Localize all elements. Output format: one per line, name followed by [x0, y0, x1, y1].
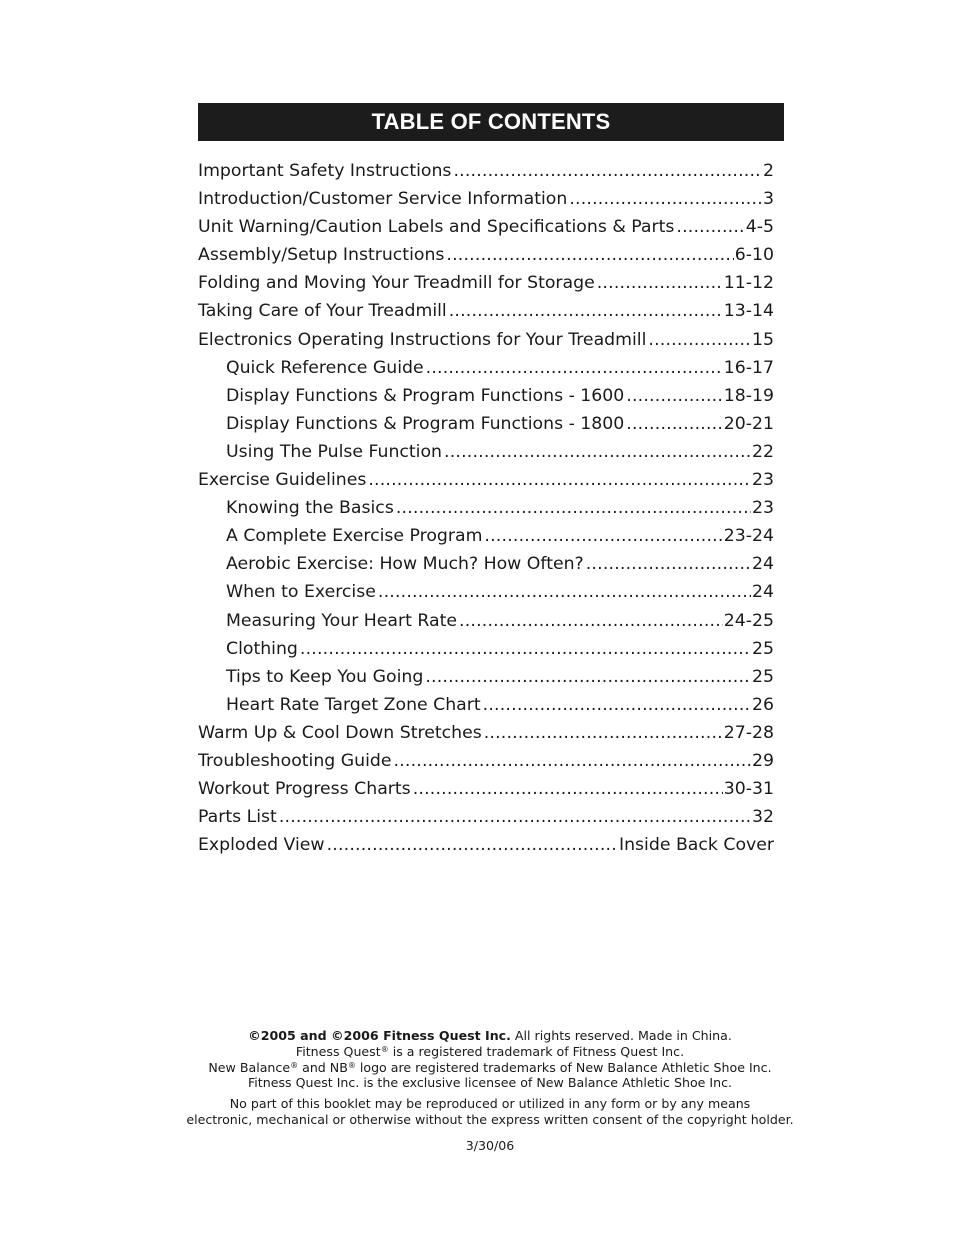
toc-entry: [198, 807, 774, 835]
dot-leader: [648, 330, 751, 350]
toc-entry: [198, 526, 774, 554]
toc-entry-page: 6-10: [734, 245, 774, 266]
toc-entry-title: Parts List: [198, 807, 277, 828]
nb-trademark-line: [0, 1060, 954, 1076]
toc-entry: [198, 358, 774, 386]
toc-entry: [198, 723, 774, 751]
toc-entry-page: 18-19: [723, 385, 774, 406]
toc-entry-title: Exercise Guidelines: [198, 470, 367, 491]
toc-entry: [198, 639, 774, 667]
dot-leader: [368, 470, 751, 490]
toc-entry: [198, 189, 774, 217]
toc-entry-title: Display Functions & Program Functions - 1800: [226, 413, 625, 434]
dot-leader: [426, 358, 723, 378]
toc-entry-title: Aerobic Exercise: How Much? How Often?: [226, 554, 584, 575]
dot-leader: [446, 245, 733, 265]
dot-leader: [394, 751, 751, 771]
toc-entry: [198, 554, 774, 582]
dot-leader: [378, 582, 751, 602]
trademark-line: [0, 1044, 954, 1060]
toc-entry: [198, 498, 774, 526]
dot-leader: [676, 217, 744, 237]
toc-entry-page: 13-14: [723, 301, 774, 322]
toc-entry-title: Important Safety Instructions: [198, 161, 452, 181]
toc-entry-page: 32: [752, 807, 774, 828]
toc-entry-page: Inside Back Cover: [619, 835, 774, 856]
toc-entry-page: 30-31: [723, 779, 774, 800]
dot-leader: [300, 639, 751, 659]
trademark-text: is a registered trademark of Fitness Quest Inc.: [388, 1043, 685, 1059]
toc-entry-title: Unit Warning/Caution Labels and Specifications & Parts: [198, 217, 675, 238]
toc-entry-title: A Complete Exercise Program: [226, 526, 483, 547]
registered-mark: ®: [380, 1044, 389, 1054]
dot-leader: [484, 526, 722, 546]
toc-entry: [198, 611, 774, 639]
toc-entry-title: Introduction/Customer Service Information: [198, 189, 568, 210]
registered-mark: ®: [290, 1060, 299, 1070]
dot-leader: [396, 498, 751, 518]
toc-entry-page: 29: [752, 750, 774, 771]
toc-entry: [198, 751, 774, 779]
toc-entry-page: 11-12: [723, 273, 774, 294]
nb-trademark-text: logo are registered trademarks of New Balance Athletic Shoe Inc.: [355, 1059, 772, 1075]
toc-entry: [198, 470, 774, 498]
dot-leader: [459, 611, 723, 631]
rights-line-1: No part of this booklet may be reproduced or utilized in any form or by any means: [229, 1096, 751, 1112]
toc-entry: [198, 217, 774, 245]
dot-leader: [597, 273, 723, 293]
toc-entry-title: Assembly/Setup Instructions: [198, 245, 445, 266]
toc-entry: [198, 330, 774, 358]
toc-entry: [198, 273, 774, 301]
toc-entry-title: Knowing the Basics: [226, 498, 394, 519]
toc-entry: [198, 779, 774, 807]
trademark-name: Fitness Quest: [295, 1043, 381, 1059]
nb-name: New Balance: [208, 1059, 291, 1075]
toc-entry-title: Warm Up & Cool Down Stretches: [198, 722, 482, 743]
dot-leader: [327, 835, 618, 855]
toc-entry-page: 25: [752, 666, 774, 687]
toc-entry-page: 23-24: [723, 526, 774, 547]
copyright-line: [0, 1028, 954, 1044]
licensee-line: Fitness Quest Inc. is the exclusive licensee of New Balance Athletic Shoe Inc.: [247, 1075, 733, 1091]
toc-entry-title: Heart Rate Target Zone Chart: [226, 694, 481, 715]
toc-entry-title: Folding and Moving Your Treadmill for Storage: [198, 273, 595, 294]
toc-entry-page: 3: [763, 189, 774, 210]
toc-entry-title: Quick Reference Guide: [226, 357, 424, 378]
toc-entry-title: Using The Pulse Function: [226, 441, 443, 462]
table-of-contents: [198, 161, 774, 863]
dot-leader: [586, 554, 751, 574]
toc-entry: [198, 667, 774, 695]
dot-leader: [626, 414, 723, 434]
footer: [0, 1028, 954, 1154]
dot-leader: [425, 667, 751, 687]
revision-date: 3/30/06: [465, 1137, 515, 1153]
dot-leader: [569, 189, 762, 209]
registered-mark: ®: [347, 1060, 356, 1070]
toc-entry-title: Measuring Your Heart Rate: [226, 610, 458, 631]
copyright-rest: All rights reserved. Made in China.: [510, 1028, 732, 1043]
toc-entry-page: 2: [763, 161, 774, 181]
dot-leader: [449, 301, 723, 321]
toc-entry: [198, 386, 774, 414]
dot-leader: [484, 723, 723, 743]
dot-leader: [626, 386, 723, 406]
toc-entry: [198, 582, 774, 610]
toc-entry-page: 24: [752, 582, 774, 603]
toc-entry: [198, 301, 774, 329]
toc-entry-title: Exploded View: [198, 835, 325, 856]
toc-entry-title: Clothing: [226, 638, 298, 659]
toc-entry-title: Troubleshooting Guide: [198, 750, 392, 771]
dot-leader: [279, 807, 751, 827]
toc-entry-page: 16-17: [723, 357, 774, 378]
dot-leader: [444, 442, 751, 462]
toc-entry: [198, 161, 774, 189]
toc-entry-page: 27-28: [723, 722, 774, 743]
dot-leader: [483, 695, 751, 715]
dot-leader: [453, 161, 762, 181]
toc-entry-title: Display Functions & Program Functions - 1600: [226, 385, 625, 406]
page-title: TABLE OF CONTENTS: [198, 103, 784, 141]
toc-entry-page: 24: [752, 554, 774, 575]
dot-leader: [413, 779, 723, 799]
toc-entry-page: 4-5: [745, 217, 774, 238]
toc-entry-title: When to Exercise: [226, 582, 376, 603]
toc-entry-title: Electronics Operating Instructions for Your Treadmill: [198, 329, 647, 350]
toc-entry-page: 26: [752, 694, 774, 715]
toc-entry: [198, 695, 774, 723]
toc-entry-page: 22: [752, 441, 774, 462]
copyright-holder: ©2005 and ©2006 Fitness Quest Inc.: [248, 1028, 511, 1043]
toc-entry: [198, 414, 774, 442]
toc-entry-title: Workout Progress Charts: [198, 779, 411, 800]
toc-entry-page: 23: [752, 498, 774, 519]
rights-line-2: electronic, mechanical or otherwise without the express written consent of the copyright holder.: [186, 1111, 794, 1127]
toc-entry-page: 15: [752, 329, 774, 350]
toc-entry-page: 24-25: [723, 610, 774, 631]
toc-entry: [198, 835, 774, 863]
toc-entry-page: 23: [752, 470, 774, 491]
toc-entry: [198, 245, 774, 273]
toc-entry: [198, 442, 774, 470]
toc-entry-title: Tips to Keep You Going: [226, 666, 424, 687]
toc-entry-title: Taking Care of Your Treadmill: [198, 301, 447, 322]
toc-entry-page: 25: [752, 638, 774, 659]
toc-entry-page: 20-21: [723, 413, 774, 434]
nb-logo-name: and NB: [298, 1059, 348, 1075]
